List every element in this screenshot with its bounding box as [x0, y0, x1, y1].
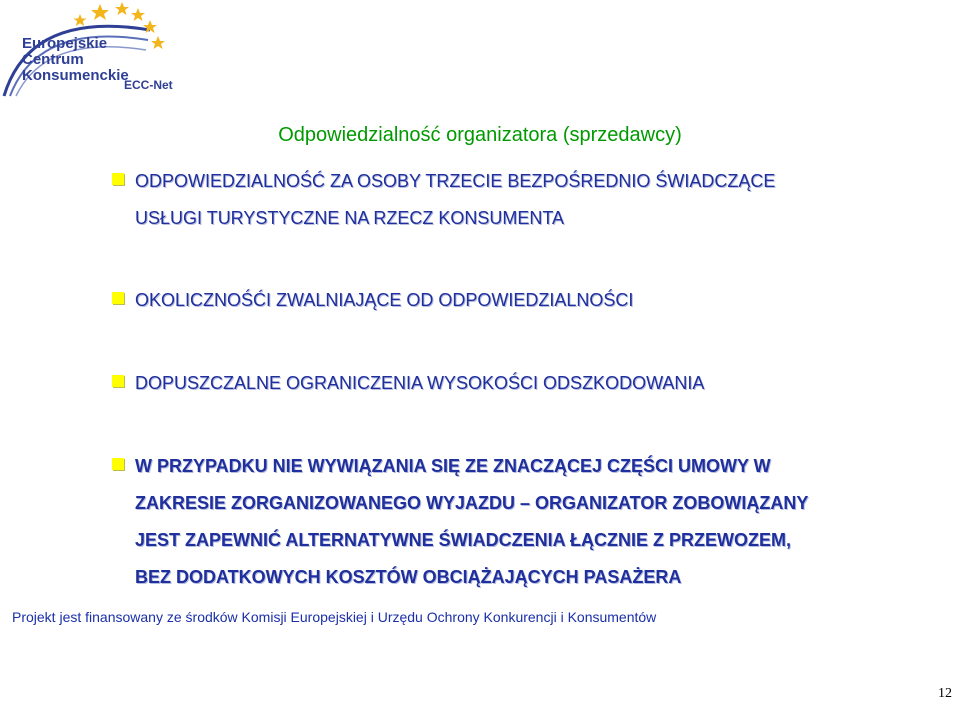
list-item-line: ZAKRESIE ZORGANIZOWANEGO WYJAZDU – ORGANIZATOR ZOBOWIĄZANY	[135, 493, 809, 513]
logo-line-1: Europejskie	[22, 35, 108, 52]
bullet-icon	[112, 173, 124, 185]
bullet-icon	[112, 375, 124, 387]
list-item-alternative-services	[135, 448, 957, 596]
star-icon	[143, 20, 157, 33]
list-item-exempting-circumstances: OKOLICZNOŚĆI ZWALNIAJĄCE OD ODPOWIEDZIALNOŚCI	[135, 290, 634, 310]
star-icon	[151, 36, 165, 49]
list-item-third-parties	[135, 163, 957, 237]
bullet-icon	[112, 458, 124, 470]
funding-footer: Projekt jest finansowany ze środków Komisji Europejskiej i Urzędu Ochrony Konkurencji i Konsumentów	[12, 609, 657, 625]
list-item-line: W PRZYPADKU NIE WYWIĄZANIA SIĘ ZE ZNACZĄCEJ CZĘŚCI UMOWY W	[135, 456, 771, 476]
logo-line-2: Centrum	[22, 51, 84, 68]
list-item-line: BEZ DODATKOWYCH KOSZTÓW OBCIĄŻAJĄCYCH PASAŻERA	[135, 567, 682, 587]
star-icon	[115, 2, 129, 15]
ecc-logo	[0, 0, 180, 100]
star-icon	[131, 8, 145, 21]
slide-title: Odpowiedzialność organizatora (sprzedawcy)	[278, 124, 682, 146]
list-item-line: USŁUGI TURYSTYCZNE NA RZECZ KONSUMENTA	[135, 208, 565, 228]
list-item-compensation-limits: DOPUSZCZALNE OGRANICZENIA WYSOKOŚCI ODSZKODOWANIA	[135, 373, 705, 393]
logo-wordmark	[22, 36, 129, 84]
page-number: 12	[938, 686, 952, 701]
star-icon	[91, 4, 109, 20]
logo-line-3: Konsumenckie	[22, 67, 129, 84]
list-item-line: JEST ZAPEWNIĆ ALTERNATYWNE ŚWIADCZENIA ŁĄCZNIE Z PRZEWOZEM,	[135, 530, 791, 550]
list-item-line: ODPOWIEDZIALNOŚĆ ZA OSOBY TRZECIE BEZPOŚREDNIO ŚWIADCZĄCE	[135, 171, 776, 191]
bullet-icon	[112, 292, 124, 304]
logo-ecc-net: ECC-Net	[124, 78, 173, 92]
star-icon	[74, 14, 87, 26]
